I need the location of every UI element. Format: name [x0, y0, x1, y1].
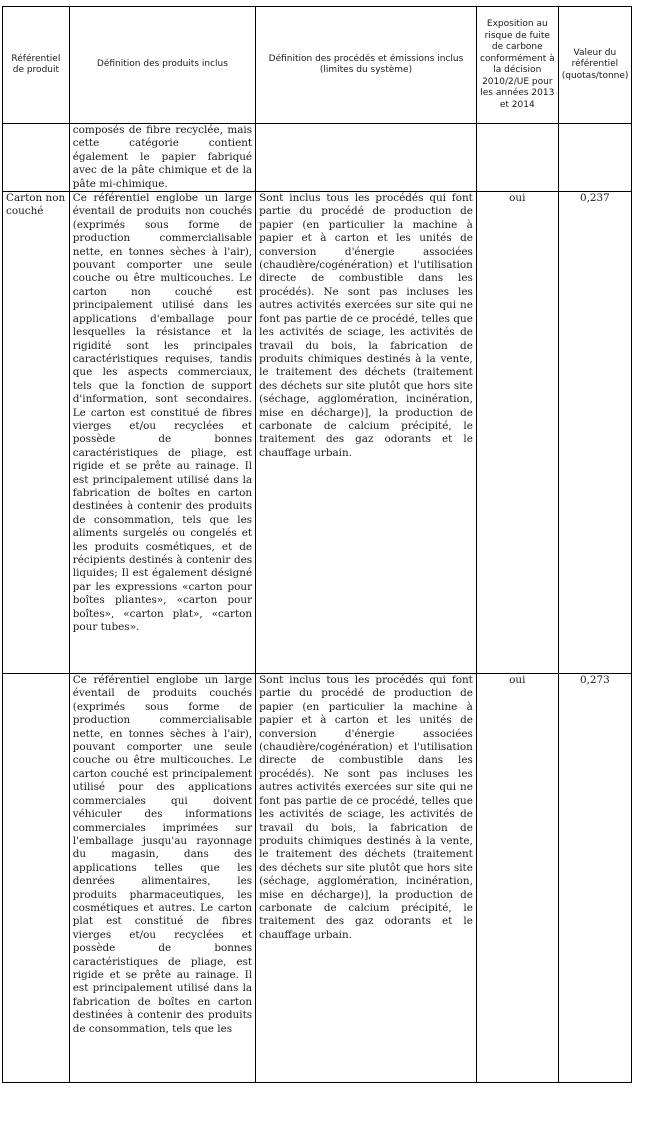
cell-value: 0,237: [558, 192, 631, 674]
cell-process-definition: Sont inclus tous les procédés qui font partie du procédé de production de papier (en particulier la machine à papier et à carton et les unités de conversion d'énergie associées (chaudière/cogénération) et l'utilisation directe de combustible dans les procédés). Ne sont pas incluses les autres activités exercées sur site qui ne font pas partie de ce procédé, telles que les activités de sciage, les activités de travail du bois, la fabrication de produits chimiques destinés à la vente, le traitement des déchets (traitement des déchets sur site plutôt que hors site (séchage, agglomération, incinération, mise en décharge)], la production de carbonate de calcium précipité, le traitement des gaz odorants et le chauffage urbain.: [256, 192, 477, 674]
cell-exposure: oui: [476, 674, 558, 1083]
header-value: Valeur du référentiel (quotas/tonne): [558, 7, 631, 124]
cell-value: [558, 124, 631, 192]
cell-process-definition: [256, 124, 477, 192]
header-exposure: Exposition au risque de fuite de carbone conformément à la décision 2010/2/UE pour les années 2013 et 2014: [476, 7, 558, 124]
cell-product-definition: composés de fibre recyclée, mais cette catégorie contient également le papier fabriqué avec de la pâte chimique et de la pâte mi-chimique.: [69, 124, 255, 192]
table-header-row: [3, 7, 632, 124]
cell-product: [3, 124, 70, 192]
header-product: Référentiel de produit: [3, 7, 70, 124]
table-row: [3, 124, 632, 192]
cell-process-definition: Sont inclus tous les procédés qui font partie du procédé de production de papier (en particulier la machine à papier et à carton et les unités de conversion d'énergie associées (chaudière/cogénération) et l'utilisation directe de combustible dans les procédés). Ne sont pas incluses les autres activités exercées sur site qui ne font pas partie de ce procédé, telles que les activités de sciage, les activités de travail du bois, la fabrication de produits chimiques destinés à la vente, le traitement des déchets (traitement des déchets sur site plutôt que hors site (séchage, agglomération, incinération, mise en décharge)], la production de carbonate de calcium précipité, le traitement des gaz odorants et le chauffage urbain.: [256, 674, 477, 1083]
cell-exposure: [476, 124, 558, 192]
table-row: [3, 674, 632, 1083]
cell-product-definition: Ce référentiel englobe un large éventail de produits couchés (exprimés sous forme de production commercialisable nette, en tonnes sèches à l'air), pouvant comporter une seule couche ou être multicouches. Le carton couché est principalement utilisé pour des applications commerciales qui doivent véhiculer des informations commerciales imprimées sur l'emballage jusqu'au rayonnage du magasin, dans des applications telles que les denrées alimentaires, les produits pharmaceutiques, les cosmétiques et autres. Le carton plat est constitué de fibres vierges et/ou recyclées et possède de bonnes caractéristiques de pliage, est rigide et se prête au rainage. Il est principalement utilisé dans la fabrication de boîtes en carton destinées à contenir des produits de consommation, tels que les: [69, 674, 255, 1083]
header-process-definition: Définition des procédés et émissions inclus (limites du système): [256, 7, 477, 124]
cell-product: [3, 674, 70, 1083]
table-row: [3, 192, 632, 674]
cell-product: Carton non couché: [3, 192, 70, 674]
cell-exposure: oui: [476, 192, 558, 674]
benchmark-table: [2, 6, 632, 1083]
header-product-definition: Définition des produits inclus: [69, 7, 255, 124]
cell-value: 0,273: [558, 674, 631, 1083]
cell-product-definition: Ce référentiel englobe un large éventail de produits non couchés (exprimés sous forme de production commercialisable nette, en tonnes sèches à l'air), pouvant comporter une seule couche ou être multicouches. Le carton non couché est principalement utilisé dans les applications d'emballage pour lesquelles la résistance et la rigidité sont les principales caractéristiques requises, tandis que les aspects commerciaux, tels que la fonction de support d'information, sont secondaires. Le carton est constitué de fibres vierges et/ou recyclées et possède de bonnes caractéristiques de pliage, est rigide et se prête au rainage. Il est principalement utilisé dans la fabrication de boîtes en carton destinées à contenir des produits de consommation, tels que les aliments surgelés ou congelés et les produits cosmétiques, et de récipients destinés à contenir des liquides; Il est également désigné par les expressions «carton pour boîtes pliantes», «carton pour boîtes», «carton plat», «carton pour tubes».: [69, 192, 255, 674]
